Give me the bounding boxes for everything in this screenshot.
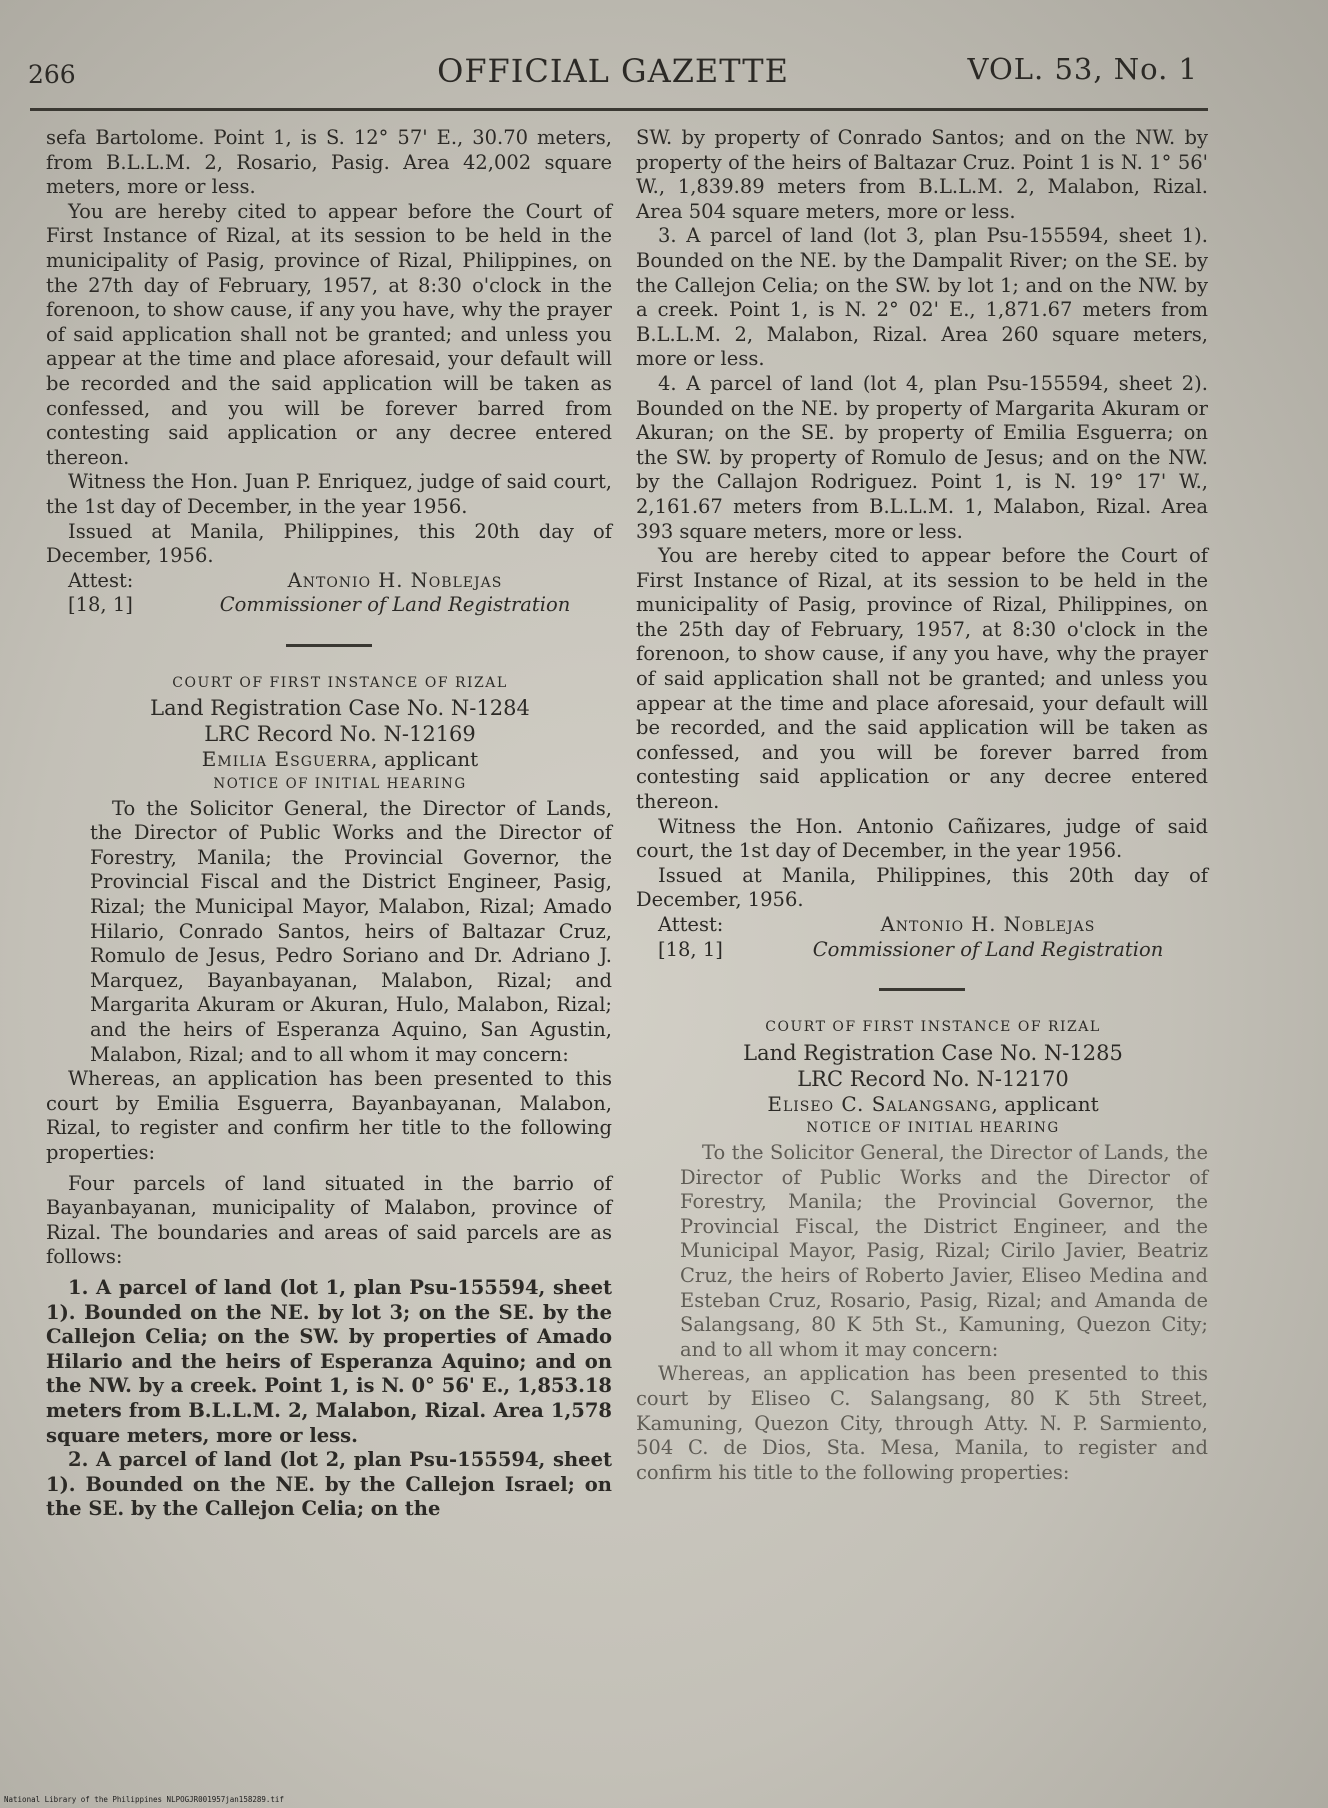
- address-paragraph: To the Solicitor General, the Director of Lands, the Director of Public Works and the Director of Forestry, Manila; the Provincial Governor, the Provincial Fiscal, the District Engineer, and the Municipal Mayor, Pasig, Rizal; Cirilo Javier, Beatriz Cruz, the heirs of Roberto Javier, Eliseo Medina and Esteban Cruz, Rosario, Pasig, Rizal; and Amanda de Salangsang, 80 K 5th St., Kamuning, Quezon City; and to all whom it may concern:: [680, 1140, 1208, 1361]
- publication-title: OFFICIAL GAZETTE: [437, 52, 789, 90]
- paragraph: You are hereby cited to appear before the Court of First Instance of Rizal, at its session to be held in the municipality of Pasig, province of Rizal, Philippines, on the 25th day of February, 1957, at 8:30 o'clock in the forenoon, to show cause, if any you have, why the prayer of said application shall not be granted; and unless you appear at the time and place aforesaid, your default will be recorded, and the said application will be taken as confessed, and you will be forever barred from contesting said application or any decree entered thereon.: [636, 544, 1208, 814]
- attest-title: Commissioner of Land Registration: [219, 593, 571, 617]
- attest-title: Commissioner of Land Registration: [812, 937, 1164, 961]
- paragraph: Four parcels of land situated in the barrio of Bayanbayanan, municipality of Malabon, province of Rizal. The boundaries and areas of said parcels are as follows:: [46, 1171, 612, 1269]
- parcel-paragraph: 1. A parcel of land (lot 1, plan Psu-155594, sheet 1). Bounded on the NE. by lot 3; on the SE. by the Callejon Celia; on the SW. by properties of Amado Hilario and the heirs of Esperanza Aquino; and on the NW. by a creek. Point 1, is N. 0° 56' E., 1,853.18 meters from B.L.L.M. 2, Malabon, Rizal. Area 1,578 square meters, more or less.: [46, 1275, 612, 1447]
- applicant-name: Emilia Esguerra: [201, 747, 372, 772]
- attest-name: Antonio H. Noblejas: [880, 913, 1096, 936]
- paragraph: Witness the Hon. Juan P. Enriquez, judge of said court, the 1st day of December, in the year 1956.: [46, 470, 612, 518]
- paragraph: Whereas, an application has been presented to this court by Eliseo C. Salangsang, 80 K 5th Street, Kamuning, Quezon City, through Atty. N. P. Sarmiento, 504 C. de Dios, Sta. Mesa, Manila, to register and confirm his title to the following properties:: [636, 1362, 1208, 1484]
- section-separator: [286, 644, 372, 647]
- scan-footer: National Library of the Philippines NLPOGJR001957jan158289.tif: [4, 1795, 284, 1804]
- paragraph: SW. by property of Conrado Santos; and on the NW. by property of the heirs of Baltazar Cruz. Point 1 is N. 1° 56' W., 1,839.89 meters from B.L.L.M. 2, Malabon, Rizal. Area 504 square meters, more or less.: [636, 126, 1208, 223]
- attest-title-line: [46, 593, 612, 618]
- header-rule: [30, 108, 1208, 111]
- attest-name: Antonio H. Noblejas: [287, 568, 503, 592]
- applicant-suffix: , applicant: [371, 747, 479, 772]
- attest-ref: [18, 1]: [658, 937, 723, 961]
- page-header: [28, 48, 1198, 98]
- paragraph: Issued at Manila, Philippines, this 20th day of December, 1956.: [636, 863, 1208, 912]
- applicant-line: [636, 1092, 1208, 1117]
- section-separator: [879, 988, 965, 991]
- notice-heading: NOTICE OF INITIAL HEARING: [806, 1120, 1060, 1137]
- paragraph: You are hereby cited to appear before the Court of First Instance of Rizal, at its session to be held in the municipality of Pasig, province of Rizal, Philippines, on the 27th day of February, 1957, at 8:30 o'clock in the forenoon, to show cause, if any you have, why the prayer of said application shall not be granted; and unless you appear at the time and place aforesaid, your default will be recorded and the said application will be taken as confessed, and you will be forever barred from contesting said application or any decree entered thereon.: [46, 199, 612, 469]
- paragraph: sefa Bartolome. Point 1, is S. 12° 57' E., 30.70 meters, from B.L.L.M. 2, Rosario, Pasig. Area 42,002 square meters, more or less.: [46, 126, 612, 199]
- notice-heading: NOTICE OF INITIAL HEARING: [213, 776, 467, 793]
- attest-line: [636, 913, 1208, 938]
- case-number: Land Registration Case No. N-1284: [150, 696, 530, 721]
- paragraph: Whereas, an application has been presented to this court by Emilia Esguerra, Bayanbayanan, Malabon, Rizal, to register and confirm her title to the following properties:: [46, 1067, 612, 1164]
- attest-line: [46, 569, 612, 594]
- left-column: [46, 126, 612, 1522]
- parcel-paragraph: 4. A parcel of land (lot 4, plan Psu-155594, sheet 2). Bounded on the NE. by property of Margarita Akuram or Akuran; on the SE. by property of Emilia Esguerra; on the SW. by property of Romulo de Jesus; and on the NW. by the Callajon Rodriguez. Point 1, is N. 19° 17' W., 2,161.67 meters from B.L.L.M. 1, Malabon, Rizal. Area 393 square meters, more or less.: [636, 371, 1208, 543]
- page-number: 266: [28, 60, 76, 89]
- attest-label: Attest:: [658, 913, 724, 936]
- address-paragraph: To the Solicitor General, the Director of Lands, the Director of Public Works and the Director of Forestry, Manila; the Provincial Governor, the Provincial Fiscal and the District Engineer, Pasig, Rizal; the Municipal Mayor, Malabon, Rizal; Amado Hilario, Conrado Santos, heirs of Baltazar Cruz, Romulo de Jesus, Pedro Soriano and Dr. Adriano J. Marquez, Bayanbayanan, Malabon, Rizal; and Margarita Akuram or Akuran, Hulo, Malabon, Rizal; and the heirs of Esperanza Aquino, San Agustin, Malabon, Rizal; and to all whom it may concern:: [90, 796, 612, 1066]
- lrc-record: LRC Record No. N-12169: [204, 722, 476, 747]
- applicant-suffix: , applicant: [991, 1091, 1099, 1116]
- case-number: Land Registration Case No. N-1285: [743, 1040, 1123, 1065]
- paragraph: Issued at Manila, Philippines, this 20th day of December, 1956.: [46, 519, 612, 568]
- court-heading: COURT OF FIRST INSTANCE OF RIZAL: [172, 674, 508, 691]
- parcel-paragraph: 3. A parcel of land (lot 3, plan Psu-155594, sheet 1). Bounded on the NE. by the Dampalit River; on the SE. by the Callejon Celia; on the SW. by lot 1; and on the NW. by a creek. Point 1, is N. 2° 02' E., 1,871.67 meters from B.L.L.M. 2, Malabon, Rizal. Area 260 square meters, more or less.: [636, 224, 1208, 371]
- applicant-name: Eliseo C. Salangsang: [767, 1091, 992, 1116]
- court-heading: COURT OF FIRST INSTANCE OF RIZAL: [765, 1019, 1101, 1036]
- parcel-paragraph: 2. A parcel of land (lot 2, plan Psu-155594, sheet 1). Bounded on the NE. by the Callejon Israel; on the SE. by the Callejon Celia; on the: [46, 1448, 612, 1521]
- attest-label: Attest:: [68, 568, 134, 592]
- attest-title-line: [636, 938, 1208, 963]
- right-column: [636, 126, 1208, 1485]
- lrc-record: LRC Record No. N-12170: [797, 1066, 1069, 1091]
- volume-number: VOL. 53, No. 1: [967, 52, 1198, 86]
- applicant-line: [46, 747, 612, 772]
- attest-ref: [18, 1]: [68, 593, 133, 617]
- paragraph: Witness the Hon. Antonio Cañizares, judge of said court, the 1st day of December, in the year 1956.: [636, 814, 1208, 863]
